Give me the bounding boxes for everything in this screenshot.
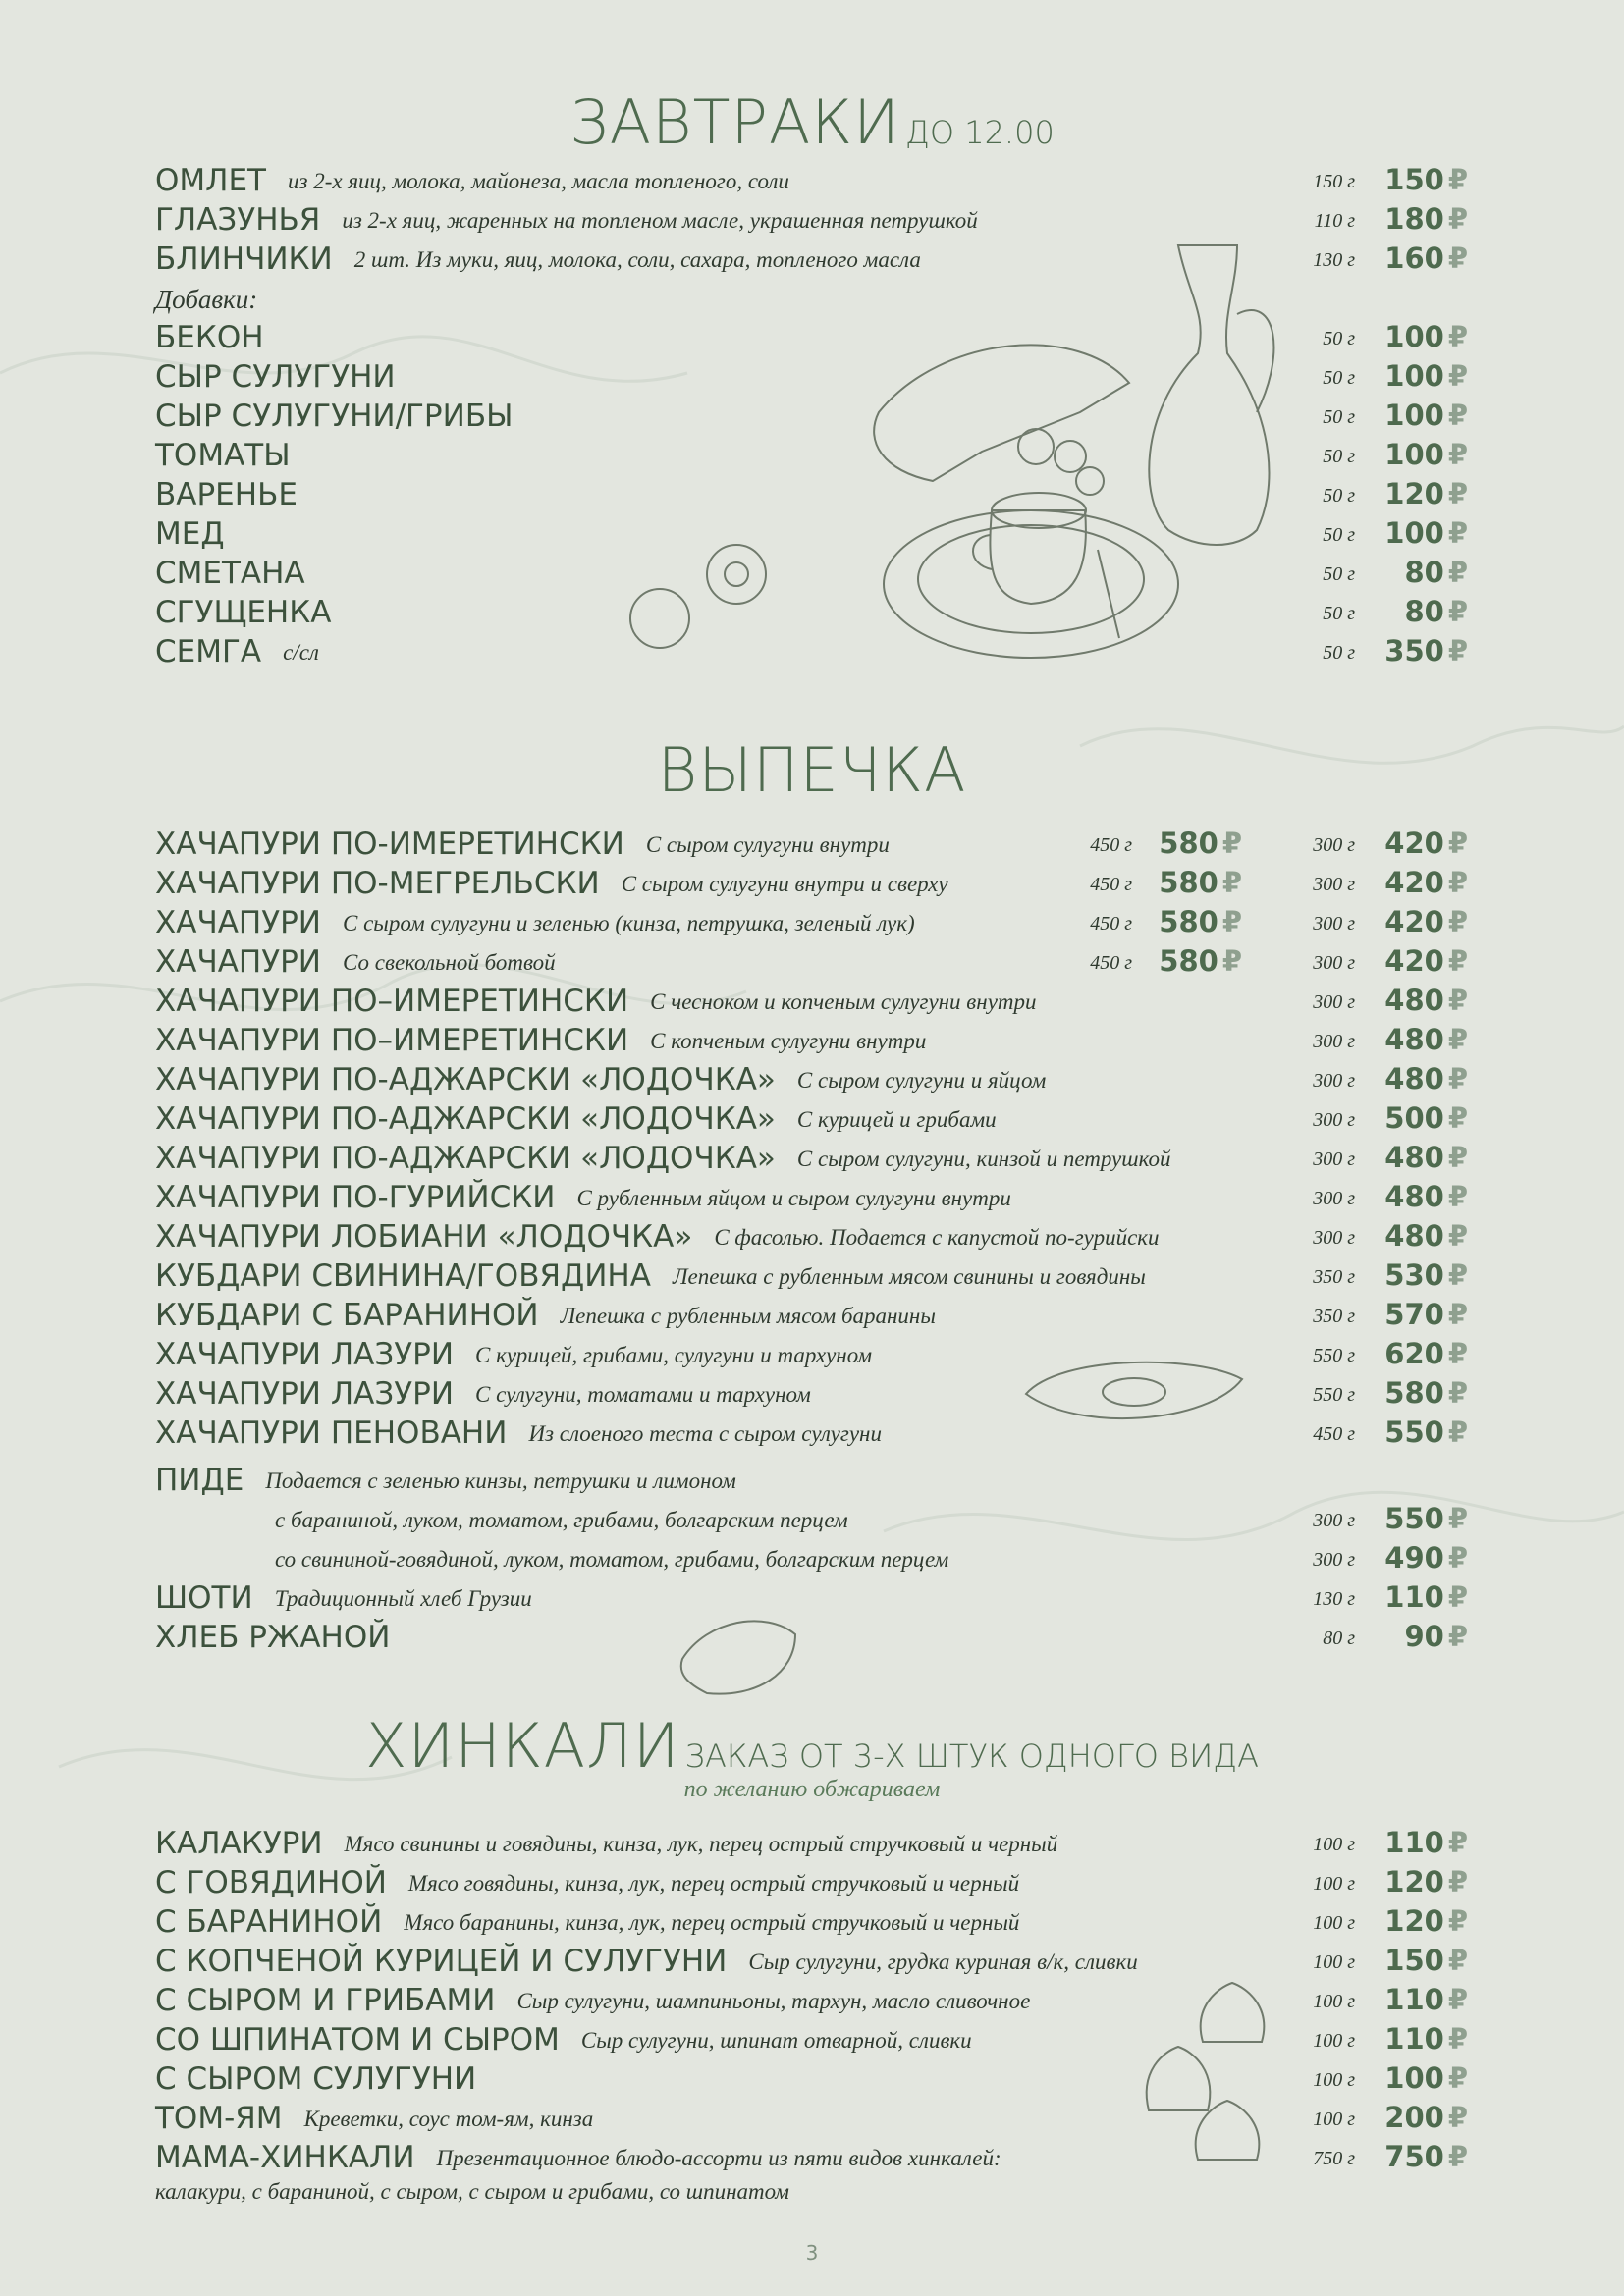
item-desc: С сыром сулугуни и яйцом [796, 1068, 1047, 1093]
item-weight: 550 г [1313, 1345, 1355, 1366]
item-desc: с/сл [283, 640, 319, 665]
item-price: 550 ₽ [1384, 1502, 1468, 1535]
item-name: СГУЩЕНКА [155, 595, 332, 630]
item-price: 490 ₽ [1384, 1541, 1468, 1575]
item-price: 100 ₽ [1384, 320, 1468, 353]
ruble-sign: ₽ [1447, 477, 1468, 510]
item-price: 100 ₽ [1384, 438, 1468, 471]
item-name: С КОПЧЕНОЙ КУРИЦЕЙ И СУЛУГУНИ Сыр сулугуни, грудка куриная в/к, сливки [155, 1944, 1138, 1979]
item-name: С БАРАНИНОЙ Мясо баранины, кинза, лук, перец острый стручковый и черный [155, 1904, 1020, 1940]
item-weight: 450 г [1090, 913, 1132, 934]
item-weight: 300 г [1313, 1109, 1355, 1131]
item-name: СЫР СУЛУГУНИ [155, 359, 396, 395]
item-weight: 100 г [1313, 2030, 1355, 2052]
item-desc: С сыром сулугуни и зеленью (кинза, петрушка, зеленый лук) [343, 911, 915, 935]
item-name: МАМА-ХИНКАЛИ Презентационное блюдо-ассорти из пяти видов хинкалей: [155, 2140, 1001, 2175]
item-name: ХАЧАПУРИ ЛАЗУРИ С сулугуни, томатами и тархуном [155, 1376, 811, 1412]
item-weight: 450 г [1090, 834, 1132, 856]
item-desc: Подается с зеленью кинзы, петрушки и лимоном [265, 1468, 736, 1493]
item-name: ХАЧАПУРИ ЛОБИАНИ «ЛОДОЧКА» С фасолью. Подается с капустой по-гурийски [155, 1219, 1160, 1255]
ruble-sign: ₽ [1447, 241, 1468, 275]
item-weight: 100 г [1313, 1834, 1355, 1855]
item-desc: Мясо свинины и говядины, кинза, лук, перец острый стручковый и черный [344, 1832, 1058, 1856]
item-name: С СЫРОМ И ГРИБАМИ Сыр сулугуни, шампиньоны, тархун, масло сливочное [155, 1983, 1031, 2018]
item-desc: С курицей и грибами [796, 1107, 997, 1132]
item-weight: 300 г [1313, 952, 1355, 974]
item-name: ОМЛЕТ из 2-х яиц, молока, майонеза, масла топленого, соли [155, 163, 789, 198]
item-weight: 50 г [1323, 603, 1355, 624]
item-price: 80 ₽ [1404, 595, 1468, 628]
item-weight: 300 г [1313, 834, 1355, 856]
bakery-title [0, 734, 1624, 806]
item-name: ХАЧАПУРИ ПО–ИМЕРЕТИНСКИ С чесноком и копченым сулугуни внутри [155, 984, 1037, 1019]
khachapuri-sketch [1026, 1362, 1242, 1418]
khinkali-title [0, 1710, 1624, 1782]
item-desc: Мясо баранины, кинза, лук, перец острый стручковый и черный [404, 1910, 1020, 1935]
khinkali-subtitle: ЗАКАЗ ОТ 3-Х ШТУК ОДНОГО ВИДА [684, 1737, 1259, 1775]
item-weight: 550 г [1313, 1384, 1355, 1406]
item-weight: 150 г [1313, 171, 1355, 192]
item-desc: Сыр сулугуни, шпинат отварной, сливки [580, 2028, 972, 2053]
item-desc: Из слоеного теста с сыром сулугуни [528, 1421, 882, 1446]
item-desc: Лепешка с рубленным мясом свинины и говядины [672, 1264, 1146, 1289]
item-name: ТОМ-ЯМ Креветки, соус том-ям, кинза [155, 2101, 594, 2136]
ruble-sign: ₽ [1447, 1023, 1468, 1056]
ruble-sign: ₽ [1447, 984, 1468, 1017]
item-weight: 300 г [1313, 1227, 1355, 1249]
item-price: 100 ₽ [1384, 2061, 1468, 2095]
khinkali-note: по желанию обжариваем [683, 1777, 941, 1802]
ruble-sign: ₽ [1447, 320, 1468, 353]
item-weight: 300 г [1313, 913, 1355, 934]
item-weight: 450 г [1313, 1423, 1355, 1445]
item-weight: 100 г [1313, 1951, 1355, 1973]
item-price: 420 ₽ [1384, 866, 1468, 899]
item-price: 750 ₽ [1384, 2140, 1468, 2173]
ruble-sign: ₽ [1447, 1983, 1468, 2016]
item-name: СЕМГА с/сл [155, 634, 319, 669]
item-price: 550 ₽ [1384, 1415, 1468, 1449]
item-price: 110 ₽ [1384, 2022, 1468, 2056]
item-name: БЛИНЧИКИ 2 шт. Из муки, яиц, молока, соли, сахара, топленого масла [155, 241, 921, 277]
ruble-sign: ₽ [1447, 1865, 1468, 1898]
item-name: ХАЧАПУРИ ПО-ГУРИЙСКИ С рубленным яйцом и сыром сулугуни внутри [155, 1180, 1011, 1215]
item-weight: 300 г [1313, 1188, 1355, 1209]
addons-label: Добавки: [155, 285, 258, 314]
item-weight: 350 г [1313, 1306, 1355, 1327]
item-price: 580 ₽ [1159, 866, 1242, 899]
item-name: ХАЧАПУРИ Со свекольной ботвой [155, 944, 556, 980]
item-price: 420 ₽ [1384, 827, 1468, 860]
item-price: 110 ₽ [1384, 1983, 1468, 2016]
ruble-sign: ₽ [1447, 944, 1468, 978]
jug-sketch [1149, 245, 1269, 545]
ruble-sign: ₽ [1221, 944, 1242, 978]
ruble-sign: ₽ [1447, 2140, 1468, 2173]
item-name: БЕКОН [155, 320, 264, 355]
item-price: 350 ₽ [1384, 634, 1468, 667]
item-weight: 300 г [1313, 1148, 1355, 1170]
item-name: ХАЧАПУРИ ПО-АДЖАРСКИ «ЛОДОЧКА» С курицей и грибами [155, 1101, 997, 1137]
ruble-sign: ₽ [1447, 163, 1468, 196]
item-desc: С копченым сулугуни внутри [650, 1029, 927, 1053]
item-price: 580 ₽ [1384, 1376, 1468, 1410]
item-name: ХАЧАПУРИ ПО-АДЖАРСКИ «ЛОДОЧКА» С сыром сулугуни и яйцом [155, 1062, 1047, 1097]
item-price: 580 ₽ [1159, 944, 1242, 978]
ruble-sign: ₽ [1447, 1141, 1468, 1174]
item-weight: 300 г [1313, 1549, 1355, 1571]
ruble-sign: ₽ [1447, 1620, 1468, 1653]
item-desc: Мясо говядины, кинза, лук, перец острый стручковый и черный [407, 1871, 1020, 1896]
breakfast-subtitle: ДО 12.00 [905, 114, 1055, 151]
item-weight: 130 г [1313, 249, 1355, 271]
item-name: КАЛАКУРИ Мясо свинины и говядины, кинза, лук, перец острый стручковый и черный [155, 1826, 1058, 1861]
khinkali-heading: ХИНКАЛИ [364, 1710, 680, 1782]
ruble-sign: ₽ [1447, 1502, 1468, 1535]
ruble-sign: ₽ [1447, 1337, 1468, 1370]
ruble-sign: ₽ [1447, 1904, 1468, 1938]
item-price: 420 ₽ [1384, 944, 1468, 978]
item-name: КУБДАРИ С БАРАНИНОЙ Лепешка с рубленным мясом баранины [155, 1298, 936, 1333]
item-price: 120 ₽ [1384, 477, 1468, 510]
ruble-sign: ₽ [1447, 1258, 1468, 1292]
item-desc: С рубленным яйцом и сыром сулугуни внутри [576, 1186, 1011, 1210]
item-weight: 100 г [1313, 1991, 1355, 2012]
ruble-sign: ₽ [1447, 2061, 1468, 2095]
item-price: 420 ₽ [1384, 905, 1468, 938]
item-name: КУБДАРИ СВИНИНА/ГОВЯДИНА Лепешка с рубленным мясом свинины и говядины [155, 1258, 1146, 1294]
item-weight: 100 г [1313, 1912, 1355, 1934]
ruble-sign: ₽ [1221, 905, 1242, 938]
item-name: ХЛЕБ РЖАНОЙ [155, 1620, 391, 1655]
item-price: 110 ₽ [1384, 1580, 1468, 1614]
item-name: МЕД [155, 516, 225, 552]
item-price: 620 ₽ [1384, 1337, 1468, 1370]
ruble-sign: ₽ [1447, 866, 1468, 899]
item-weight: 50 г [1323, 406, 1355, 428]
item-weight: 450 г [1090, 952, 1132, 974]
ruble-sign: ₽ [1447, 1180, 1468, 1213]
item-weight: 50 г [1323, 563, 1355, 585]
ruble-sign: ₽ [1447, 595, 1468, 628]
item-price: 80 ₽ [1404, 556, 1468, 589]
item-price: 90 ₽ [1404, 1620, 1468, 1653]
item-weight: 300 г [1313, 991, 1355, 1013]
item-weight: 100 г [1313, 2109, 1355, 2130]
pie-sketch [874, 345, 1129, 481]
item-desc: Со свекольной ботвой [343, 950, 556, 975]
item-weight: 80 г [1323, 1628, 1355, 1649]
item-price: 200 ₽ [1384, 2101, 1468, 2134]
bread-sketch [681, 1621, 795, 1693]
item-price: 480 ₽ [1384, 1141, 1468, 1174]
item-price: 150 ₽ [1384, 163, 1468, 196]
item-name: ШОТИ Традиционный хлеб Грузии [155, 1580, 532, 1616]
item-name: ВАРЕНЬЕ [155, 477, 298, 512]
ruble-sign: ₽ [1447, 1219, 1468, 1253]
item-desc: Презентационное блюдо-ассорти из пяти видов хинкалей: [436, 2146, 1001, 2170]
ruble-sign: ₽ [1447, 1101, 1468, 1135]
item-desc: Сыр сулугуни, шампиньоны, тархун, масло сливочное [516, 1989, 1031, 2013]
plate-sketch [884, 510, 1178, 658]
item-desc: С фасолью. Подается с капустой по-гурийски [714, 1225, 1160, 1250]
item-weight: 130 г [1313, 1588, 1355, 1610]
item-price: 480 ₽ [1384, 1219, 1468, 1253]
khinkali-sketch [1147, 2047, 1211, 2110]
item-weight: 50 г [1323, 328, 1355, 349]
item-name: С СЫРОМ СУЛУГУНИ [155, 2061, 477, 2097]
item-desc: Традиционный хлеб Грузии [274, 1586, 532, 1611]
ruble-sign: ₽ [1447, 359, 1468, 393]
ruble-sign: ₽ [1447, 202, 1468, 236]
item-name: ХАЧАПУРИ С сыром сулугуни и зеленью (кинза, петрушка, зеленый лук) [155, 905, 915, 940]
ruble-sign: ₽ [1447, 516, 1468, 550]
item-weight: 300 г [1313, 1031, 1355, 1052]
ruble-sign: ₽ [1447, 556, 1468, 589]
ruble-sign: ₽ [1447, 1062, 1468, 1095]
item-name: ХАЧАПУРИ ПО-АДЖАРСКИ «ЛОДОЧКА» С сыром сулугуни, кинзой и петрушкой [155, 1141, 1171, 1176]
item-desc: С чесноком и копченым сулугуни внутри [650, 989, 1037, 1014]
ruble-sign: ₽ [1447, 634, 1468, 667]
item-weight: 450 г [1090, 874, 1132, 895]
item-weight: 300 г [1313, 1070, 1355, 1092]
item-weight: 300 г [1313, 1510, 1355, 1531]
item-price: 480 ₽ [1384, 1023, 1468, 1056]
item-price: 180 ₽ [1384, 202, 1468, 236]
item-price: 100 ₽ [1384, 359, 1468, 393]
item-name: СЫР СУЛУГУНИ/ГРИБЫ [155, 399, 514, 434]
item-price: 480 ₽ [1384, 1062, 1468, 1095]
item-name: ХАЧАПУРИ ПО–ИМЕРЕТИНСКИ С копченым сулугуни внутри [155, 1023, 927, 1058]
item-price: 500 ₽ [1384, 1101, 1468, 1135]
ruble-sign: ₽ [1447, 1580, 1468, 1614]
item-weight: 50 г [1323, 485, 1355, 507]
item-name: СМЕТАНА [155, 556, 305, 591]
item-weight: 50 г [1323, 524, 1355, 546]
ruble-sign: ₽ [1447, 1541, 1468, 1575]
item-weight: 50 г [1323, 367, 1355, 389]
ruble-sign: ₽ [1221, 827, 1242, 860]
item-price: 150 ₽ [1384, 1944, 1468, 1977]
ruble-sign: ₽ [1447, 1376, 1468, 1410]
item-price: 120 ₽ [1384, 1904, 1468, 1938]
pomegranate-sketch [630, 589, 689, 648]
ruble-sign: ₽ [1447, 1298, 1468, 1331]
ruble-sign: ₽ [1447, 827, 1468, 860]
ruble-sign: ₽ [1447, 2022, 1468, 2056]
item-desc: из 2-х яиц, жаренных на топленом масле, украшенная петрушкой [342, 208, 978, 233]
item-price: 120 ₽ [1384, 1865, 1468, 1898]
item-desc: С сыром сулугуни, кинзой и петрушкой [796, 1147, 1171, 1171]
item-desc: С сыром сулугуни внутри [645, 832, 890, 857]
ruble-sign: ₽ [1447, 438, 1468, 471]
item-weight: 350 г [1313, 1266, 1355, 1288]
variant-desc: с бараниной, луком, томатом, грибами, болгарским перцем [275, 1508, 848, 1532]
ruble-sign: ₽ [1447, 1826, 1468, 1859]
item-desc: 2 шт. Из муки, яиц, молока, соли, сахара, топленого масла [353, 247, 921, 272]
item-weight: 100 г [1313, 1873, 1355, 1895]
bakery-heading: ВЫПЕЧКА [657, 734, 967, 806]
item-price: 160 ₽ [1384, 241, 1468, 275]
page-number: 3 [805, 2241, 819, 2265]
item-desc: из 2-х яиц, молока, майонеза, масла топленого, соли [287, 169, 789, 193]
item-weight: 110 г [1314, 210, 1355, 232]
item-name: ХАЧАПУРИ ЛАЗУРИ С курицей, грибами, сулугуни и тархуном [155, 1337, 872, 1372]
item-name: ХАЧАПУРИ ПО-МЕГРЕЛЬСКИ С сыром сулугуни внутри и сверху [155, 866, 948, 901]
item-price: 100 ₽ [1384, 399, 1468, 432]
item-weight: 100 г [1313, 2069, 1355, 2091]
breakfast-title [0, 86, 1624, 158]
item-weight: 300 г [1313, 874, 1355, 895]
ruble-sign: ₽ [1221, 866, 1242, 899]
ruble-sign: ₽ [1447, 2101, 1468, 2134]
ruble-sign: ₽ [1447, 905, 1468, 938]
item-price: 530 ₽ [1384, 1258, 1468, 1292]
item-name: ХАЧАПУРИ ПЕНОВАНИ Из слоеного теста с сыром сулугуни [155, 1415, 882, 1451]
item-price: 480 ₽ [1384, 984, 1468, 1017]
item-name: С ГОВЯДИНОЙ Мясо говядины, кинза, лук, перец острый стручковый и черный [155, 1865, 1020, 1900]
item-price: 580 ₽ [1159, 905, 1242, 938]
variant-desc: со свининой-говядиной, луком, томатом, грибами, болгарским перцем [275, 1547, 949, 1572]
item-name: ГЛАЗУНЬЯ из 2-х яиц, жаренных на топленом масле, украшенная петрушкой [155, 202, 978, 238]
item-price: 100 ₽ [1384, 516, 1468, 550]
item-name: СО ШПИНАТОМ И СЫРОМ Сыр сулугуни, шпинат отварной, сливки [155, 2022, 972, 2057]
ruble-sign: ₽ [1447, 1415, 1468, 1449]
item-desc: С сыром сулугуни внутри и сверху [621, 872, 948, 896]
item-weight: 50 г [1323, 446, 1355, 467]
item-price: 570 ₽ [1384, 1298, 1468, 1331]
item-desc: Лепешка с рубленным мясом баранины [560, 1304, 936, 1328]
item-name: ХАЧАПУРИ ПО-ИМЕРЕТИНСКИ С сыром сулугуни внутри [155, 827, 890, 862]
item-desc: Креветки, соус том-ям, кинза [303, 2107, 594, 2131]
item-name: ПИДЕ Подается с зеленью кинзы, петрушки и лимоном [155, 1463, 736, 1498]
mama-khinkali-extra: калакури, с бараниной, с сыром, с сыром и грибами, со шпинатом [155, 2179, 789, 2204]
item-price: 580 ₽ [1159, 827, 1242, 860]
ruble-sign: ₽ [1447, 1944, 1468, 1977]
breakfast-heading: ЗАВТРАКИ [569, 86, 900, 158]
item-price: 480 ₽ [1384, 1180, 1468, 1213]
item-name: ТОМАТЫ [155, 438, 291, 473]
item-price: 110 ₽ [1384, 1826, 1468, 1859]
ruble-sign: ₽ [1447, 399, 1468, 432]
item-weight: 50 г [1323, 642, 1355, 664]
item-desc: С сулугуни, томатами и тархуном [475, 1382, 811, 1407]
item-desc: С курицей, грибами, сулугуни и тархуном [475, 1343, 872, 1367]
item-desc: Сыр сулугуни, грудка куриная в/к, сливки [748, 1949, 1138, 1974]
item-weight: 750 г [1313, 2148, 1355, 2169]
